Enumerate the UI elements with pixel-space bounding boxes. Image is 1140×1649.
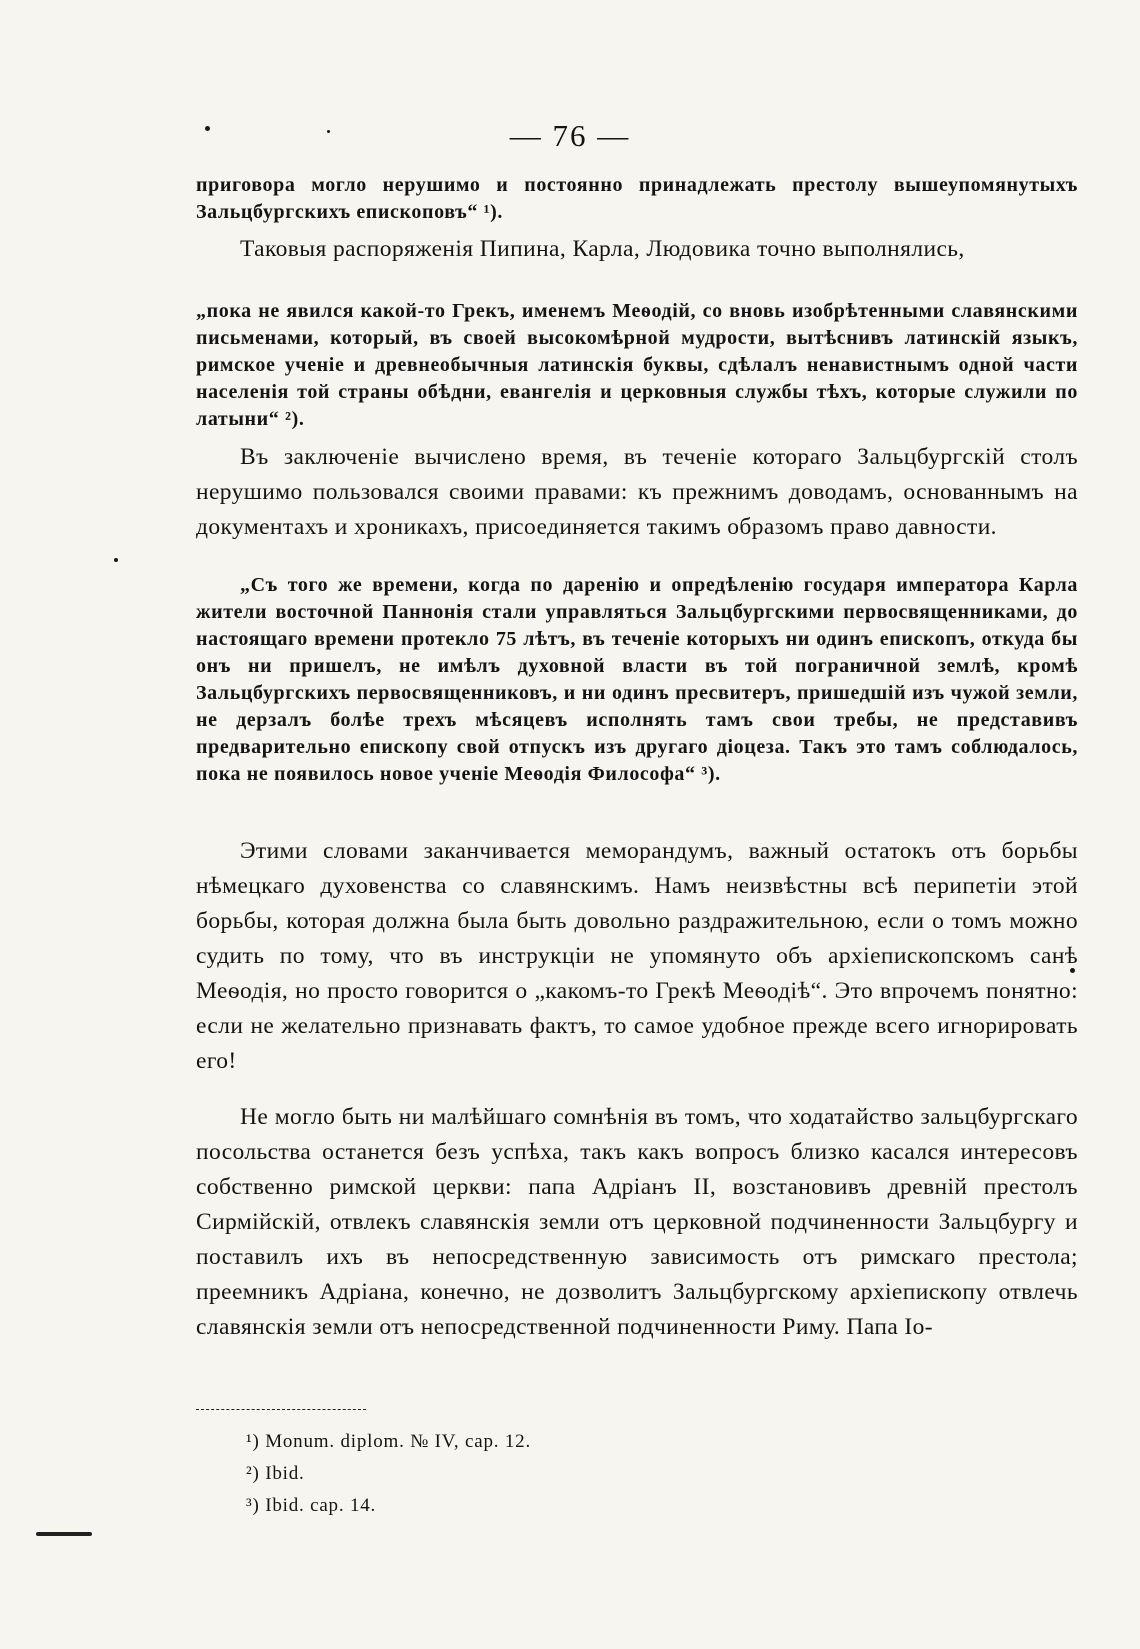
paragraph: Не могло быть ни малѣйшаго сомнѣнія въ томъ, что ходатайство зальцбургскаго посольства останется безъ успѣха, такъ какъ вопросъ близко касался интересовъ собственно римской церкви: папа Адріанъ II, возстановивъ древній престолъ Сирмійскій, отвлекъ славянскія земли отъ церковной подчиненности Зальцбургу и поставилъ ихъ въ непосредственную зависимость отъ римскаго престола; преемникъ Адріана, конечно, не дозволитъ Зальцбургскому архіепископу отвлечь славянскія земли отъ непосредственной подчиненности Риму. Папа Іо- [196, 1104, 1078, 1340]
footnote-mark: ³) [246, 1495, 266, 1516]
paragraph: Въ заключеніе вычислено время, въ теченіе котораго Зальцбургскій столъ нерушимо пользовался своими правами: къ прежнимъ доводамъ, основаннымъ на документахъ и хроникахъ, присоединяется такимъ образомъ право давности. [196, 444, 1078, 540]
quoted-paragraph: „пока не явился какой-то Грекъ, именемъ Меѳодій, со вновь изобрѣтенными славянскими письменами, который, въ своей высокомѣрной мудрости, вытѣснивъ латинскій языкъ, римское ученіе и древнеобычныя латинскія буквы, сдѣлалъ ненавистнымъ одной части населенія той страны обѣдни, евангелія и церковныя службы тѣхъ, которые служили по латыни“ ²). [196, 300, 1078, 430]
print-speck [114, 558, 118, 562]
footnote-text: Monum. diplom. № IV, cap. 12. [265, 1431, 531, 1452]
footnote-mark: ¹) [246, 1431, 266, 1452]
footnote [246, 1458, 531, 1490]
margin-mark [36, 1532, 92, 1536]
print-speck [327, 130, 330, 133]
print-speck [205, 126, 210, 131]
footnote [246, 1426, 531, 1458]
footnotes [246, 1426, 531, 1522]
footnote-text: Ibid. [265, 1463, 305, 1484]
footnote-rule [196, 1409, 366, 1410]
page-number: — 76 — [509, 118, 631, 153]
paragraph: Этими словами заканчивается меморандумъ, важный остатокъ отъ борьбы нѣмецкаго духовенства со славянскимъ. Намъ неизвѣстны всѣ перипетіи этой борьбы, которая должна была быть довольно раздражительною, если о томъ можно судить по тому, что въ инструкціи не упомянуто объ архіепископскомъ санѣ Меѳодія, но просто говорится о „какомъ-то Грекѣ Меѳодіѣ“. Это впрочемъ понятно: если не желательно признавать фактъ, то самое удобное прежде всего игнорировать его! [196, 838, 1078, 1074]
footnote [246, 1490, 531, 1522]
footnote-text: Ibid. cap. 14. [265, 1495, 377, 1516]
footnote-mark: ²) [246, 1463, 266, 1484]
quoted-paragraph: „Съ того же времени, когда по даренію и опредѣленію государя императора Карла жители восточной Паннонія стали управляться Зальцбургскими первосвященниками, до настоящаго времени протекло 75 лѣтъ, въ теченіе которыхъ ни одинъ епископъ, откуда бы онъ ни пришелъ, не имѣлъ духовной власти въ той пограничной землѣ, кромѣ Зальцбургскихъ первосвященниковъ, и ни одинъ пресвитеръ, пришедшій изъ чужой земли, не дерзалъ болѣе трехъ мѣсяцевъ исполнять тамъ свои требы, не представивъ предварительно епископу свой отпускъ изъ другаго діоцеза. Такъ это тамъ соблюдалось, пока не появилось новое ученіе Меѳодія Философа“ ³). [196, 574, 1078, 785]
paragraph: Таковыя распоряженія Пипина, Карла, Людовика точно выполнялись, [240, 236, 965, 262]
quoted-paragraph: приговора могло нерушимо и постоянно принадлежать престолу вышеупомянутыхъ Зальцбургскихъ епископовъ“ ¹). [196, 174, 1078, 223]
